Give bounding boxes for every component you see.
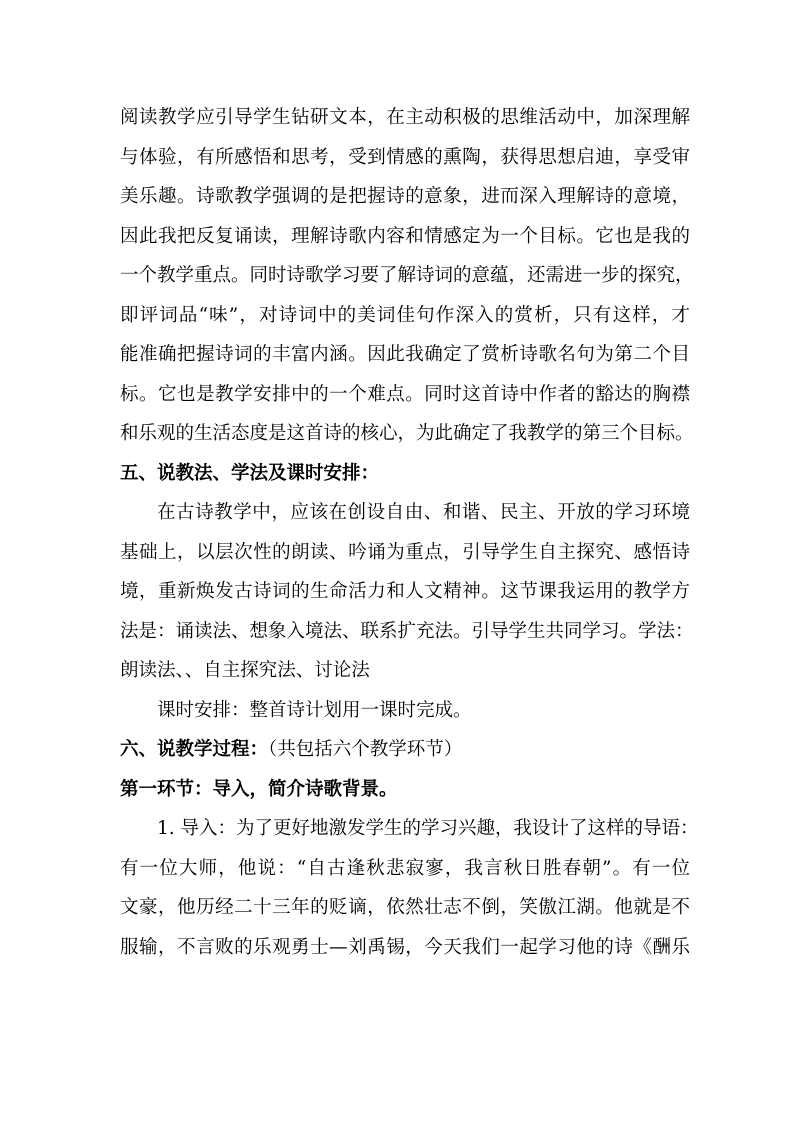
paragraph-line: 课时安排：整首诗计划用一课时完成。 xyxy=(157,699,472,721)
paragraph-line: 美乐趣。诗歌教学强调的是把握诗的意象，进而深入理解诗的意境， xyxy=(120,186,690,207)
paragraph-line: 与体验，有所感悟和思考，受到情感的熏陶，获得思想启迪，享受审 xyxy=(120,146,690,168)
subsection-heading-step-1: 第一环节：导入，简介诗歌背景。 xyxy=(120,778,398,800)
section-heading-teaching-methods: 五、说教法、学法及课时安排： xyxy=(120,462,380,484)
paragraph-line: 能准确把握诗词的丰富内涵。因此我确定了赏析诗歌名句为第二个目 xyxy=(120,344,690,365)
paragraph-line: 朗读法、、自主探究法、讨论法 xyxy=(120,660,370,681)
section-heading-title: 六、说教学过程： xyxy=(120,739,269,760)
document-body xyxy=(120,98,699,967)
section-heading-note: （共包括六个教学环节） xyxy=(268,739,463,760)
section-heading-teaching-process xyxy=(120,730,690,770)
paragraph-line: 有一位大师，他说：“自古逢秋悲寂寥，我言秋日胜春朝”。有一位 xyxy=(120,857,690,879)
paragraph-line: 因此我把反复诵读，理解诗歌内容和情感定为一个目标。它也是我的 xyxy=(120,225,690,247)
paragraph-line: 境，重新焕发古诗词的生命活力和人文精神。这节课我运用的教学方 xyxy=(120,581,690,602)
paragraph-line: 阅读教学应引导学生钻研文本，在主动积极的思维活动中，加深理解 xyxy=(120,107,690,128)
paragraph-line: 服输，不言败的乐观勇士—刘禹锡，今天我们一起学习他的诗《酬乐 xyxy=(120,936,690,958)
paragraph-line: 和乐观的生活态度是这首诗的核心，为此确定了我教学的第三个目标。 xyxy=(120,423,694,444)
paragraph-line: 一个教学重点。同时诗歌学习要了解诗词的意蕴，还需进一步的探究， xyxy=(120,265,694,286)
paragraph-line: 即评词品“味”，对诗词中的美词佳句作深入的赏析，只有这样，才 xyxy=(120,304,690,326)
paragraph-line: 基础上，以层次性的朗读、吟诵为重点，引导学生自主探究、感悟诗 xyxy=(120,541,690,563)
paragraph-line: 1. 导入：为了更好地激发学生的学习兴趣，我设计了这样的导语： xyxy=(157,818,699,839)
paragraph-line: 法是：诵读法、想象入境法、联系扩充法。引导学生共同学习。学法： xyxy=(120,620,694,642)
paragraph-line: 在古诗教学中，应该在创设自由、和谐、民主、开放的学习环境 xyxy=(157,502,690,523)
paragraph-line: 文豪，他历经二十三年的贬谪，依然壮志不倒，笑傲江湖。他就是不 xyxy=(120,897,690,918)
paragraph-line: 标。它也是教学安排中的一个难点。同时这首诗中作者的豁达的胸襟 xyxy=(120,383,690,405)
